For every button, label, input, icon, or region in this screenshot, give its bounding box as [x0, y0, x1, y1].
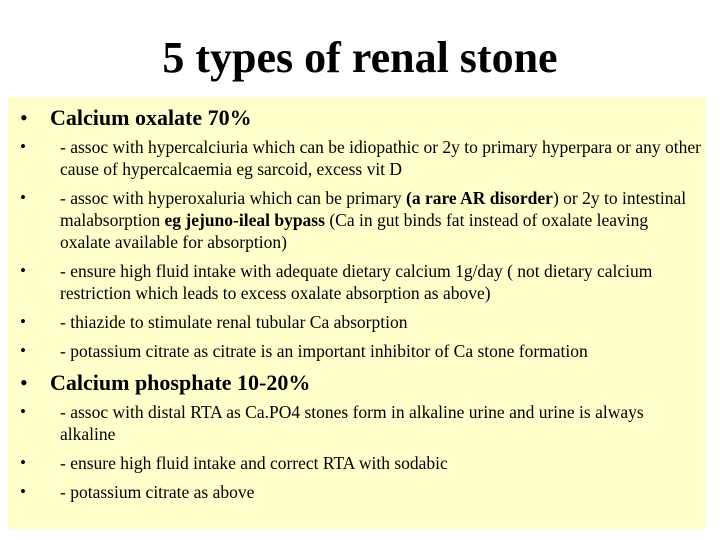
list-item: [20, 452, 702, 474]
text-part: (Ca in gut binds fat instead of oxalate leaving oxalate available for absorption): [60, 210, 649, 252]
bullet-icon: •: [20, 312, 26, 331]
bullet-icon: •: [20, 105, 28, 130]
list-item-text: - ensure high fluid intake with adequate dietary calcium 1g/day ( not dietary calcium restriction which leads to excess oxalate absorption as above): [60, 261, 653, 303]
list-item-text: - assoc with distal RTA as Ca.PO4 stones form in alkaline urine and urine is always alkaline: [60, 402, 644, 444]
list-item-text: - potassium citrate as citrate is an important inhibitor of Ca stone formation: [60, 341, 588, 361]
text-part: - assoc with hyperoxaluria which can be primary: [60, 188, 406, 208]
list-item: [20, 401, 702, 445]
section-heading-calcium-oxalate: [20, 104, 702, 132]
bullet-icon: •: [20, 402, 26, 421]
calcium-phosphate-list: [20, 401, 702, 503]
list-item-text: - thiazide to stimulate renal tubular Ca absorption: [60, 312, 408, 332]
list-item: [20, 260, 702, 304]
list-item-text: - potassium citrate as above: [60, 482, 255, 502]
text-part: ) or 2y to intestinal malabsorption: [60, 188, 687, 230]
list-item-text: [60, 187, 702, 253]
section-heading-text: Calcium phosphate 10-20%: [50, 370, 311, 395]
list-item: [20, 340, 702, 362]
bold-text: (a rare AR disorder: [406, 188, 553, 208]
calcium-oxalate-list: [20, 136, 702, 362]
bullet-icon: •: [20, 370, 28, 395]
slide-title: 5 types of renal stone: [162, 33, 558, 82]
section-heading-calcium-phosphate: [20, 369, 702, 397]
list-item: [20, 481, 702, 503]
bullet-icon: •: [20, 453, 26, 472]
section-heading-text: Calcium oxalate 70%: [50, 105, 252, 130]
list-item: [20, 187, 702, 253]
bullet-icon: •: [20, 188, 26, 207]
bold-text: eg jejuno-ileal bypass: [164, 210, 325, 230]
bullet-icon: •: [20, 341, 26, 360]
bullet-icon: •: [20, 137, 26, 156]
content-box: [8, 97, 706, 529]
list-item-text: - assoc with hypercalciuria which can be idiopathic or 2y to primary hyperpara or any other cause of hypercalcaemia eg sarcoid, excess vit D: [60, 137, 701, 179]
bullet-icon: •: [20, 482, 26, 501]
list-item-text: - ensure high fluid intake and correct RTA with sodabic: [60, 453, 448, 473]
list-item: [20, 136, 702, 180]
list-item: [20, 311, 702, 333]
bullet-icon: •: [20, 261, 26, 280]
